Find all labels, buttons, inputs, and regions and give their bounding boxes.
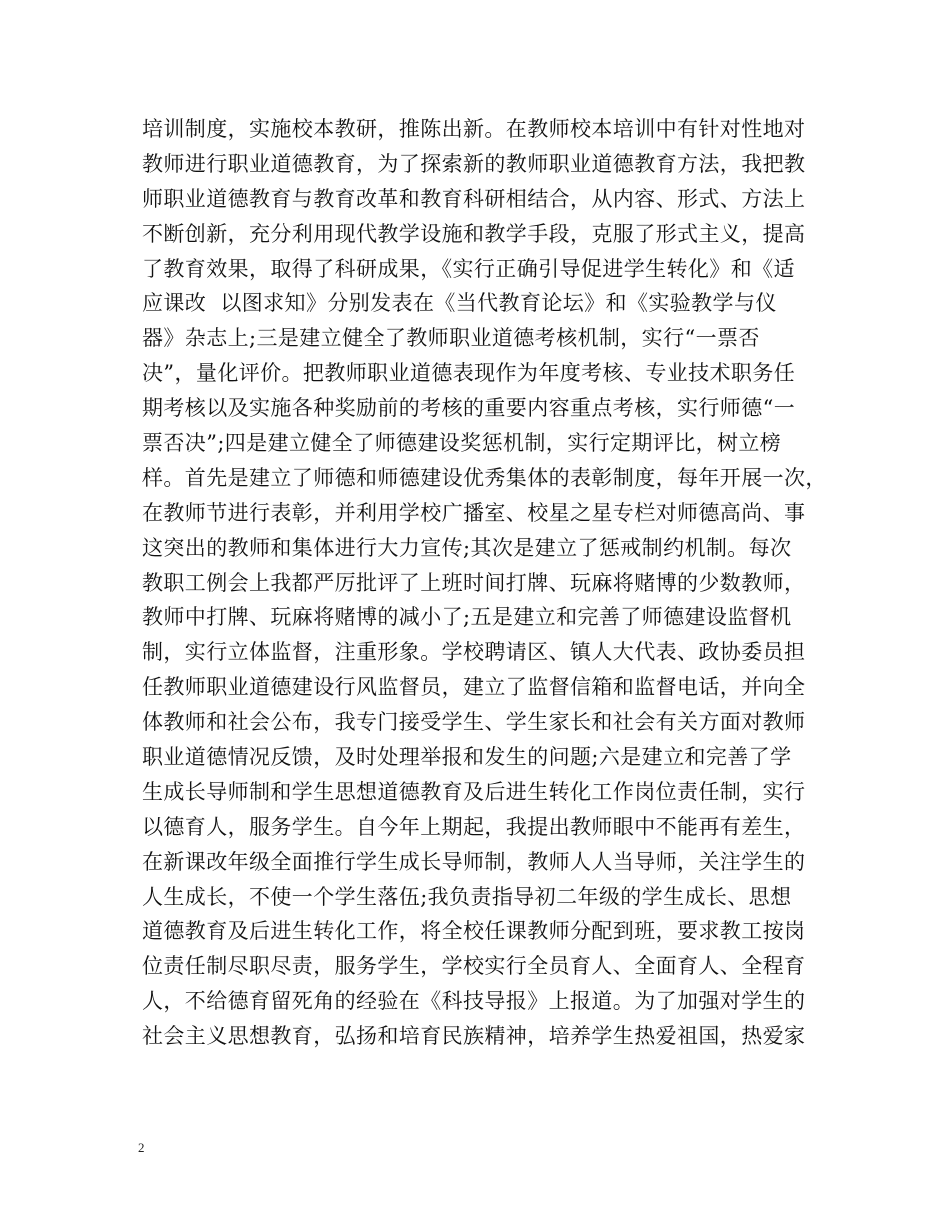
text-line: 制，实行立体监督，注重形象。学校聘请区、镇人大代表、政协委员担 (142, 640, 806, 665)
text-line: 人，不给德育留死角的经验在《科技导报》上报道。为了加强对学生的 (142, 989, 806, 1014)
text-line: 体教师和社会公布，我专门接受学生、学生家长和社会有关方面对教师 (142, 710, 806, 735)
text-line: 期考核以及实施各种奖励前的考核的重要内容重点考核，实行师德“一 (142, 396, 796, 421)
text-line: 职业道德情况反馈，及时处理举报和发生的问题;六是建立和完善了学 (142, 745, 792, 770)
text-line: 在新课改年级全面推行学生成长导师制，教师人人当导师，关注学生的 (142, 849, 806, 874)
text-line: 不断创新，充分利用现代教学设施和教学手段，克服了形式主义，提高 (142, 221, 806, 246)
text-line: 这突出的教师和集体进行大力宣传;其次是建立了惩戒制约机制。每次 (142, 535, 792, 560)
text-line: 位责任制尽职尽责，服务学生，学校实行全员育人、全面育人、全程育 (142, 954, 806, 979)
text-line: 任教师职业道德建设行风监督员，建立了监督信箱和监督电话，并向全 (142, 675, 806, 700)
text-line: 教师进行职业道德教育，为了探索新的教师职业道德教育方法，我把教 (142, 151, 806, 176)
text-line: 教职工例会上我都严厉批评了上班时间打牌、玩麻将赌博的少数教师， (142, 570, 806, 595)
text-line: 决”，量化评价。把教师职业道德表现作为年度考核、专业技术职务任 (142, 361, 796, 386)
text-line: 生成长导师制和学生思想道德教育及后进生转化工作岗位责任制，实行 (142, 779, 806, 804)
text-line: 以德育人，服务学生。自今年上期起，我提出教师眼中不能再有差生， (142, 814, 806, 839)
text-line: 人生成长，不使一个学生落伍;我负责指导初二年级的学生成长、思想 (142, 884, 792, 909)
text-line: 道德教育及后进生转化工作，将全校任课教师分配到班，要求教工按岗 (142, 919, 806, 944)
text-line: 票否决”;四是建立健全了师德建设奖惩机制，实行定期评比，树立榜 (142, 431, 782, 456)
text-line: 教师中打牌、玩麻将赌博的减小了;五是建立和完善了师德建设监督机 (142, 605, 792, 630)
page-number: 2 (138, 1140, 145, 1155)
text-line: 在教师节进行表彰，并利用学校广播室、校星之星专栏对师德高尚、事 (142, 500, 806, 525)
text-line: 社会主义思想教育，弘扬和培育民族精神，培养学生热爱祖国，热爱家 (142, 1024, 806, 1049)
text-line: 应课改 以图求知》分别发表在《当代教育论坛》和《实验教学与仪 (142, 291, 777, 316)
text-line: 师职业道德教育与教育改革和教育科研相结合，从内容、形式、方法上 (142, 186, 806, 211)
text-line: 培训制度，实施校本教研，推陈出新。在教师校本培训中有针对性地对 (142, 117, 806, 141)
body-text (142, 112, 842, 1054)
text-line: 样。首先是建立了师德和师德建设优秀集体的表彰制度，每年开展一次， (142, 465, 827, 490)
text-line: 器》杂志上;三是建立健全了教师职业道德考核机制，实行“一票否 (142, 326, 760, 351)
text-line: 了教育效果，取得了科研成果，《实行正确引导促进学生转化》和《适 (142, 256, 795, 281)
